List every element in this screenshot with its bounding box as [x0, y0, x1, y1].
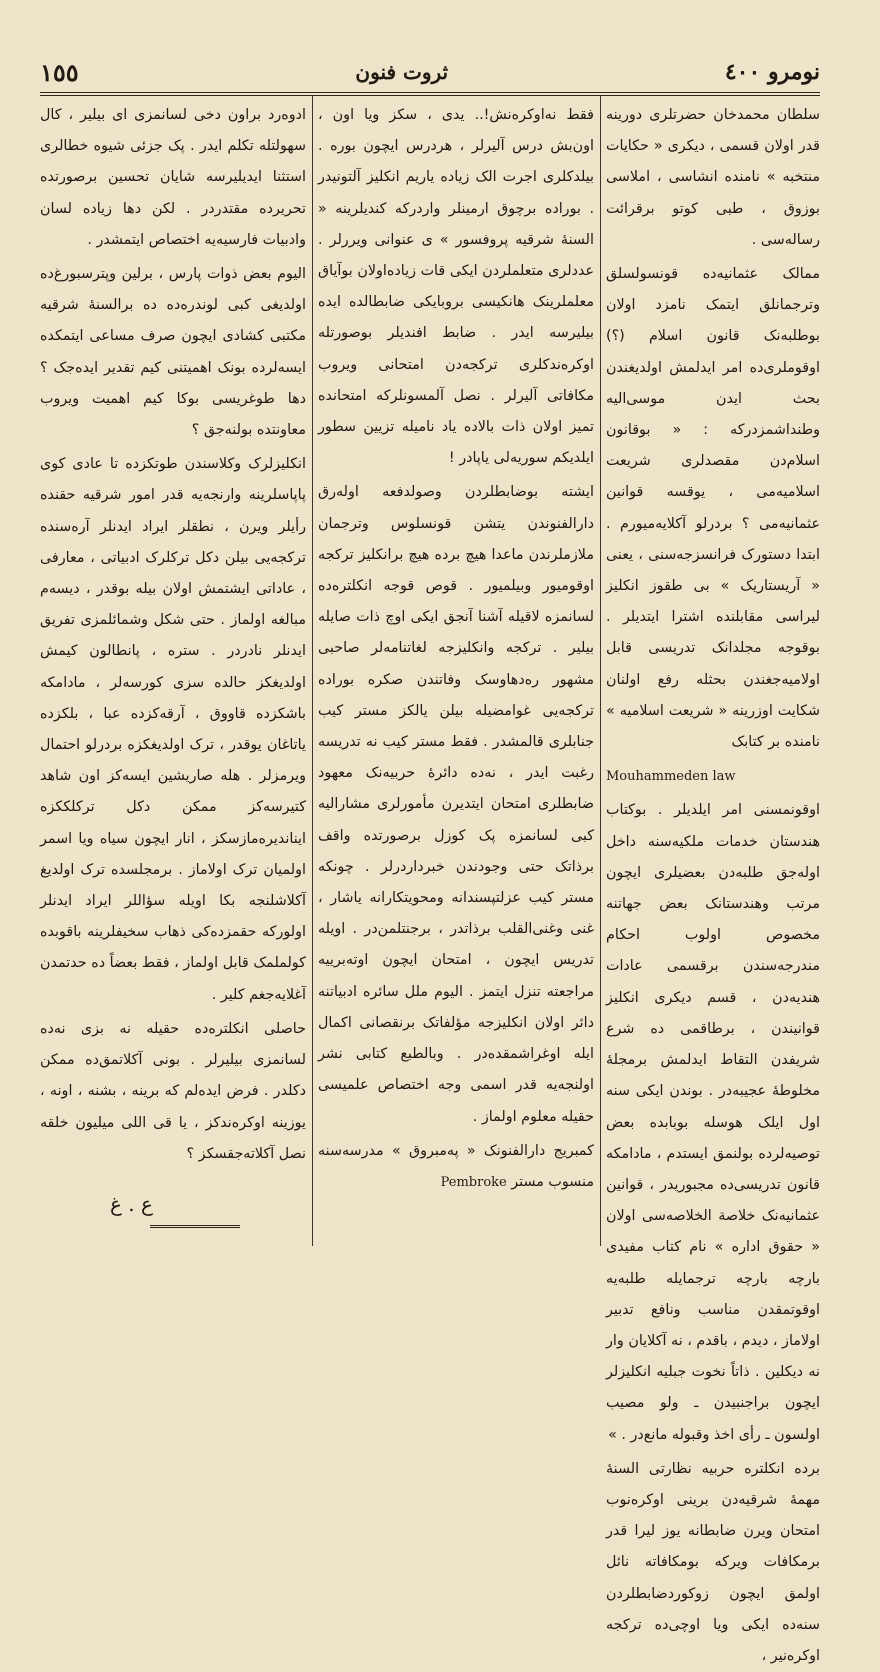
end-rule: [150, 1225, 240, 1228]
column-divider-right: [600, 96, 601, 1246]
paragraph: فقط نه‌اوکره‌نش!.. یدی ، سکز ویا اون ، اون‌بش درس آلیرلر ، هردرس ایچون بوره . بیلدکلری اجرت الک زیاده یاریم انکلیز آلتونیدر . بوراده برچوق ارمینلر وارد‌رکه کندیلرینه « السنهٔ شرقیه پروفسور » ی عنوانی ویررلر . عددلری متعلملردن ایکی قات زیاده‌اولان بوآیاق معلملرینک هانکیسی بروبایکی ضابطالده ایده بیلیرسه ایدر . ضابط افندیلر بوصورتله اوکره‌ندکلری ترکجه‌دن امتحانی ویروب مکافاتی آلیرلر . نصل آلمسونلرکه امتحانده تمیز اولان ذات بالاده یاد نامیله تزیین سطور ایلدیکم سوریه‌لی یاپادر !: [318, 107, 594, 467]
column-left: [40, 100, 306, 1185]
paragraph: ممالک عثمانیه‌ده قونسولسلق وترجمانلق ایتمک نامزد اولان بوطلبه‌نک قانون اسلام (؟) اوقوملری‌ده امر ایدلمش اولدیغندن بحث ایدن موسی‌الیه وطنداشمزدرکه : « بوقانون اسلام‌دن مقصدلری شریعت اسلامیه‌می ، یوقسه قوانین عثمانیه‌می ؟ بردرلو آکلایه‌میورم . ابتدا دستورک فرانسزجه‌سنی ، یعنی « آریستاریک » بی طقوز انکلیز لیراسی مقابلنده اشترا ایتدیلر . بوقوجه مجلدانک تدریسی قابل اولامیه‌جغندن بحثله رفع اولنان شکایت اوزرینه « شریعت اسلامیه » نامنده بر کتابک: [606, 266, 820, 751]
paragraph: سلطان محمدخان حضرتلری دورینه قدر اولان قسمی ، دیکری « حکایات منتخبه » نامنده انشاسی ، املاسی بوزوق ، طبی کوتو برقرائت رساله‌سی .: [606, 107, 820, 248]
page-header: [40, 50, 820, 94]
author-signature: ع . غ: [110, 1192, 153, 1216]
publication-title: ثروت فنون: [355, 60, 449, 84]
paragraph: الیوم بعض ذوات پارس ، برلین وپترسبورغ‌ده اولدیغی کبی لوندره‌ده ده برالسنهٔ شرقیه مکتبی کشادی ایچون صرف مساعی ایتمکده ایسه‌لرده بونک اهمیتنی کیم تقدیر ایده‌جک ؟ دها طوغریسی بوکا کیم اهمیت ویروب معاونتده بولنه‌جق ؟: [40, 266, 306, 439]
paragraph: اوقونمسنی امر ایلدیلر . بوکتاب هندستان خدمات ملکیه‌سنه داخل اوله‌جق طلبه‌دن بعضیلری ایچون مرتب وهندستانک بعض جهاتنه مخصوص اولوب احکام مندرجه‌سندن برقسمی عادات هندیه‌دن ، قسم دیکری انکلیز قوانیندن ، برطاقمی ده شرع شریفدن التقاط ایدلمش برمجلهٔ مخلوطهٔ عجیبه‌در . بوندن ایکی سنه اول ایلک هوسله بوبابده بعض توصیه‌لرده بولنمق ایستدم ، مادامکه قانون تدریسی‌ده مجبوریدر ، قوانین عثمانیه‌نک خلاصة الخلاصه‌سی اولان « حقوق اداره » نام کتاب مفیدی بارچه بارچه ترجمایله طلبه‌یه اوقوتمقدن مناسب ونافع تدبیر اولاماز ، دیدم ، باقدم ، نه آکلایان وار نه دیکلین . ذاتاً نخوت جبلیه انکلیزلر ایچون براجنبیدن ـ ولو مصیب اولسون ـ رأی اخذ وقبوله مانع‌در . »: [606, 802, 820, 1443]
column-middle: [318, 100, 594, 1260]
page-number: ١٥٥: [40, 57, 79, 87]
paragraph: ادوەرد براون دخی لسانمزی ای بیلیر ، کال سهولتله تکلم ایدر . پک جزئی شیوه خطالری استثنا ایدیلیرسه شایان تحسین برصورتده تحریرده مقتدردر . لکن دها زیاده لسان وادبیات فارسیه‌یه اختصاص ایتمشدر .: [40, 107, 306, 248]
paragraph: [318, 1136, 594, 1198]
latin-term: Mouhammeden law: [606, 769, 736, 785]
header-rule: [40, 92, 820, 96]
paragraph: ایشته بوضابطلردن وصولدفعه اولەرق دارالفنوندن یتشن قونسلوس وترجمان ملازملرندن ماعدا هیچ برده هیچ برانکلیز ترکجه اوقومیور وبیلمیور . قوص قوجه انکلتره‌ده لسانمزه لاقیله آشنا آنجق ایکی اوچ ذات صایله بیلیر . ترکجه وانکلیزجه لغاتنامه‌لر صاحبی مشهور ره‌دهاوسک وفاتندن صکره بوراده ترکجه‌یی غوامضیله بیلن یالکز مستر کیب جنابلری قالمشدر . فقط مستر کیب نه تدریسه رغبت ایدر ، نه‌ده دائرهٔ حربیه‌نک معهود ضابطلری امتحان ایتدیرن مأمورلری مشارالیه کبی لسانمزه پک کوزل برصورتده واقف برذاتک حتی وجودندن خبردار‌درلر . چونکه مستر کیب عزلتپسندانه ومحویتکارانه یاشار ، غنی وغنی‌القلب برذاتدر ، برجنتلمن‌در . اویله تدریس ایچون ، امتحان ایچون اوته‌برییه مراجعته تنزل ایتمز . الیوم ملل سائره ادبیاتنه دائر اولان انکلیزجه مؤلفاتک برنقصانی اکمال ایله اوغراشمقده‌در . وبالطبع کتابی نشر اولنجه‌یه قدر اسمی وجه اختصاص علمیسی حقیله معلوم اولماز .: [318, 484, 594, 1125]
paragraph: حاصلی انکلتره‌ده حقیله نه بزی نه‌ده لسانمزی بیلیرلر . بونی آکلاتمق‌ده ممکن دکلدر . فرض ایدەلم که برینه ، بشنه ، اونه ، یوزینه اوکره‌ندکز ، یا قی اللی میلیون خلقه نصل آکلاته‌جقسکز ؟: [40, 1020, 306, 1162]
paragraph: برده انکلتره حربیه نظارتی السنهٔ مهمهٔ شرقیه‌دن برینی اوکره‌نوب امتحان ویرن ضابطانه یوز لیرا قدر برمکافات ویرکه بومکافاته نائل اولمق ایچون زوکوردضابطلردن سنه‌ده ایکی ویا اوچی‌ده ترکجه اوکره‌نیر ،: [606, 1460, 820, 1664]
column-divider-left: [312, 96, 313, 1246]
column-right: [606, 100, 820, 1664]
issue-number: نومرو ٤٠٠: [724, 59, 820, 85]
paragraph-text: کمبریج دارالفنونک « پەمبروق » مدرسه‌سنه منسوب مستر: [318, 1142, 594, 1190]
paragraph: انکلیزلرک وکلاسندن طوتکزده تا عادی کوی پاپاسلرینه وارنجه‌یه قدر امور شرقیه حقنده رأیلر ویرن ، نطقلر ایراد ایدنلر آره‌سنده ترکجه‌یی بیلن دکل ترکلرک ادبیاتی ، معارفی ، عاداتی ایشتمش اولان بیله بوقدر ، دیسەم مبالغه اولماز . حتی شکل وشمائلمزی تفریق ایدنلر نادردر . سترە ، پانطالون کیمش اولدیغکز حالده سزی کورسەلر ، مادامکه باشکزده قاووق ، آرقه‌کزده عبا ، بلکزده یاتاغان یوقدر ، ترک اولدیغکزه بردرلو احتمال ویرمزلر . هله صاریشین ایسه‌کز اون شاهد کتیرسه‌کز ممکن دکل ترکلککزه ایناندیره‌مازسکز ، انار ایچون سیاه ویا اسمر اولمیان ترک اولاماز . برمجلسده ترک اولدیغ آکلاشلنجه بکا اویله سؤاللر ایراد ایدنلر اولورکه حقمزده‌کی ذهاب سخیفلرینه باقوبده کولملمک قابل اولماز ، فقط بعضاً ده حدتمدن آغلایه‌جغم کلیر .: [40, 456, 306, 1003]
latin-term: Pembroke: [440, 1174, 507, 1190]
